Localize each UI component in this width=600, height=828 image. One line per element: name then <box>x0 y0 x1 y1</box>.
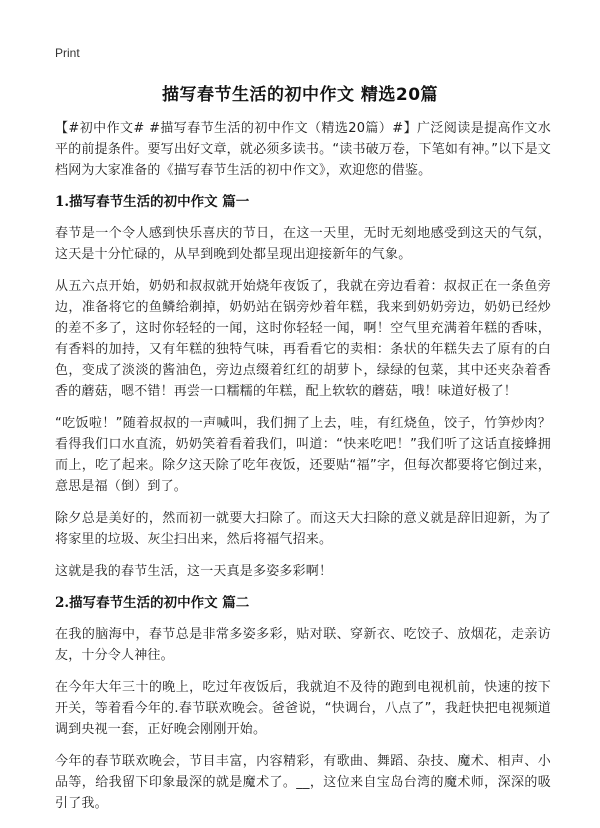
section-1-paragraph-4: 除夕总是美好的，然而初一就要大扫除了。而这天大扫除的意义就是辞旧迎新，为了将家里的垃圾、灰尘扫出来，然后将福气招来。 <box>55 511 551 547</box>
section-heading-2: 2.描写春节生活的初中作文 篇二 <box>55 595 250 611</box>
section-1-paragraph-5: 这就是我的春节生活，这一天真是多姿多彩啊！ <box>55 564 333 579</box>
section-1-paragraph-3: “吃饭啦！”随着叔叔的一声喊叫，我们拥了上去，哇，有红烧鱼，饺子，竹笋炒肉？看得我们口水直流，奶奶笑着看着我们，叫道：“快来吃吧！”我们听了这话直接蜂拥而上，吃了起来。除夕这天除了吃年夜饭，还要贴“福”字，但每次都要将它倒过来，意思是福（倒）到了。 <box>55 416 551 494</box>
section-1-paragraph-2: 从五六点开始，奶奶和叔叔就开始烧年夜饭了，我就在旁边看着：叔叔正在一条鱼旁边，准备将它的鱼鳞给剃掉，奶奶站在锅旁炒着年糕，我来到奶奶旁边，奶奶已经炒的差不多了，这时你轻轻的一闻，这时你轻轻一闻，啊！空气里充满着年糕的香味，有香料的加持，又有年糕的独特气味，再看看它的卖相：条状的年糕失去了原有的白色，变成了淡淡的酱油色，旁边点缀着红红的胡萝卜，绿绿的包菜，其中还夹杂着香香的蘑菇，嗯不错！再尝一口糯糯的年糕，配上软软的蘑菇，哦！味道好极了！ <box>55 279 551 399</box>
section-2-paragraph-1: 在我的脑海中，春节总是非常多姿多彩，贴对联、穿新衣、吃饺子、放烟花，走亲访友，十分令人神往。 <box>55 627 551 663</box>
section-1-paragraph-1: 春节是一个令人感到快乐喜庆的节日，在这一天里，无时无刻地感受到这天的气氛，这天是十分忙碌的，从早到晚到处都呈现出迎接新年的气象。 <box>55 226 551 262</box>
article-body <box>55 118 551 825</box>
intro-paragraph: 【#初中作文# #描写春节生活的初中作文（精选20篇）#】广泛阅读是提高作文水平的前提条件。要写出好文章，就必须多读书。“读书破万卷，下笔如有神。”以下是文档网为大家准备的《描写春节生活的初中作文》，欢迎您的借鉴。 <box>55 121 551 178</box>
section-heading-1: 1.描写春节生活的初中作文 篇一 <box>55 194 250 210</box>
section-2-paragraph-2: 在今年大年三十的晚上，吃过年夜饭后，我就迫不及待的跑到电视机前，快速的按下开关，等着看今年的.春节联欢晚会。爸爸说，“快调台，八点了”，我赶快把电视频道调到央视一套，正好晚会刚刚开始。 <box>55 680 551 737</box>
page-title: 描写春节生活的初中作文 精选20篇 <box>161 85 439 105</box>
section-2-paragraph-3: 今年的春节联欢晚会，节目丰富，内容精彩，有歌曲、舞蹈、杂技、魔术、相声、小品等，给我留下印象最深的就是魔术了。__，这位来自宝岛台湾的魔术师，深深的吸引了我。 <box>55 754 551 811</box>
print-label: Print <box>55 46 80 60</box>
